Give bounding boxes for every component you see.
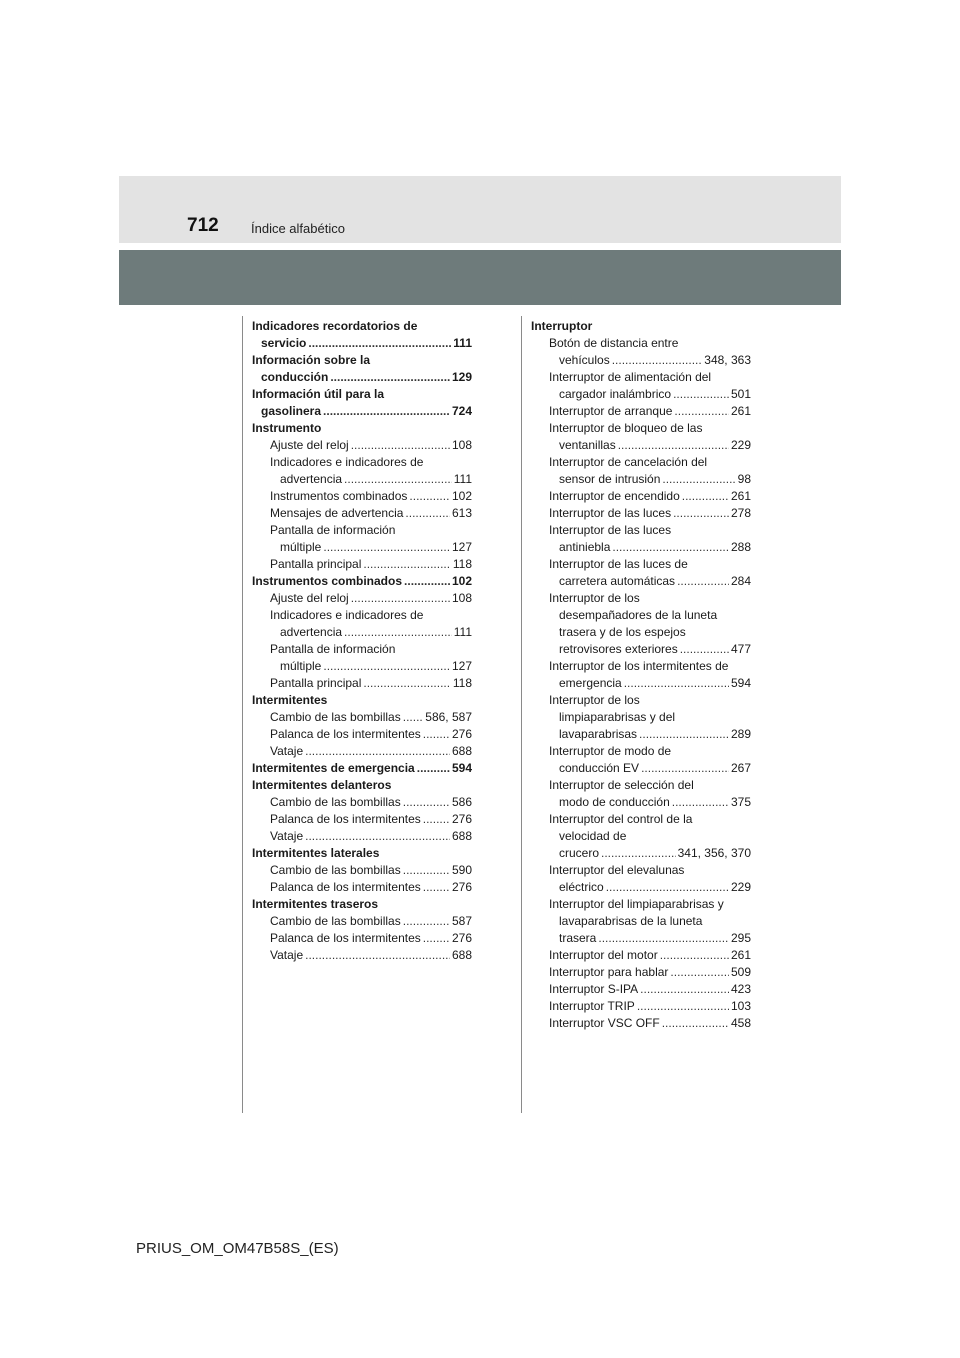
dot-leader [363, 675, 450, 692]
index-entry [252, 471, 472, 488]
dot-leader [323, 658, 450, 675]
index-entry [531, 335, 751, 352]
index-entry-text: eléctrico [559, 880, 604, 894]
dot-leader [673, 386, 729, 403]
index-entry-text: Cambio de las bombillas [270, 710, 401, 724]
index-entry-page: 458 [730, 1016, 751, 1030]
index-entry-page: 229 [730, 880, 751, 894]
index-entry [252, 386, 472, 403]
index-entry-page: 590 [451, 863, 472, 877]
index-entry [531, 352, 751, 369]
dot-leader [672, 794, 729, 811]
index-entry-page: 375 [730, 795, 751, 809]
index-entry-page: 111 [453, 625, 472, 639]
dot-leader [639, 726, 729, 743]
dot-leader [612, 539, 729, 556]
dot-leader [624, 675, 729, 692]
index-entry-text: advertencia [280, 472, 343, 486]
index-entry-text: retrovisores exteriores [559, 642, 678, 656]
dot-leader [598, 930, 729, 947]
dot-leader [305, 828, 450, 845]
index-entry [531, 505, 751, 522]
index-entry-page: 127 [451, 540, 472, 554]
dot-leader [344, 624, 452, 641]
dot-leader [308, 335, 451, 352]
index-entry-text: ventanillas [559, 438, 616, 452]
index-entry-page: 724 [451, 404, 472, 418]
dot-leader [305, 743, 450, 760]
index-entry [531, 896, 751, 913]
index-entry-page: 261 [730, 948, 751, 962]
index-entry-text: crucero [559, 846, 600, 860]
index-entry [252, 794, 472, 811]
index-entry [531, 590, 751, 607]
index-entry [531, 862, 751, 879]
index-entry [252, 862, 472, 879]
index-entry [252, 573, 472, 590]
index-entry [252, 556, 472, 573]
index-entry-text: limpiaparabrisas y del [559, 710, 676, 724]
index-entry-page: 586 [451, 795, 472, 809]
index-entry-text: Interruptor del motor [549, 948, 658, 962]
dot-leader [404, 573, 450, 590]
index-entry-text: trasera y de los espejos [559, 625, 686, 639]
index-entry [531, 624, 751, 641]
index-entry [531, 998, 751, 1015]
dot-leader [677, 573, 729, 590]
dot-leader [606, 879, 729, 896]
index-entry [531, 658, 751, 675]
index-entry [252, 488, 472, 505]
index-entry-text: Pantalla de información [270, 642, 396, 656]
index-entry [531, 913, 751, 930]
index-entry [252, 539, 472, 556]
dot-leader [417, 760, 450, 777]
index-entry-text: lavaparabrisas de la luneta [559, 914, 703, 928]
index-entry [531, 760, 751, 777]
index-entry-page: 477 [730, 642, 751, 656]
index-entry-text: servicio [261, 336, 307, 350]
column-divider-right [521, 316, 522, 1113]
index-entry-page: 284 [730, 574, 751, 588]
document-code: PRIUS_OM_OM47B58S_(ES) [136, 1240, 339, 1257]
index-entry-text: Interruptor de los intermitentes de [549, 659, 729, 673]
index-entry-text: Interruptor VSC OFF [549, 1016, 660, 1030]
index-entry-text: Palanca de los intermitentes [270, 880, 421, 894]
index-entry [531, 845, 751, 862]
index-entry-text: Indicadores e indicadores de [270, 608, 424, 622]
index-entry-text: Palanca de los intermitentes [270, 931, 421, 945]
index-entry-text: Interruptor del limpiaparabrisas y [549, 897, 724, 911]
index-entry [252, 641, 472, 658]
index-entry-text: modo de conducción [559, 795, 670, 809]
index-entry-page: 229 [730, 438, 751, 452]
index-entry [531, 318, 751, 335]
index-entry-text: Vataje [270, 829, 304, 843]
index-entry [531, 471, 751, 488]
page-title: Índice alfabético [251, 221, 345, 236]
index-entry-text: Indicadores recordatorios de [252, 319, 418, 333]
index-entry [531, 539, 751, 556]
index-entry-text: conducción [261, 370, 329, 384]
index-entry [252, 318, 472, 335]
index-entry-text: Interruptor del elevalunas [549, 863, 685, 877]
index-entry-text: Cambio de las bombillas [270, 863, 401, 877]
index-entry-page: 341, 356, 370 [677, 846, 751, 860]
dot-leader [601, 845, 676, 862]
index-entry [531, 488, 751, 505]
index-entry-text: Cambio de las bombillas [270, 795, 401, 809]
dot-leader [344, 471, 452, 488]
index-entry [531, 879, 751, 896]
index-entry [252, 624, 472, 641]
index-entry-text: Intermitentes laterales [252, 846, 380, 860]
dot-leader [405, 505, 450, 522]
index-entry-page: 688 [451, 829, 472, 843]
index-entry-text: Pantalla principal [270, 557, 362, 571]
index-entry-page: 276 [451, 812, 472, 826]
index-entry [252, 760, 472, 777]
index-entry-page: 118 [452, 676, 472, 690]
index-entry-text: Interruptor de bloqueo de las [549, 421, 703, 435]
dot-leader [403, 794, 450, 811]
index-entry [252, 607, 472, 624]
index-entry [252, 828, 472, 845]
index-entry-page: 423 [730, 982, 751, 996]
index-entry [531, 437, 751, 454]
index-entry-text: Interruptor del control de la [549, 812, 693, 826]
dot-leader [670, 964, 729, 981]
index-entry-text: Interruptor de arranque [549, 404, 673, 418]
dot-leader [351, 590, 450, 607]
index-column-left [252, 318, 472, 964]
index-entry [252, 777, 472, 794]
index-entry [531, 403, 751, 420]
index-entry-text: Intermitentes de emergencia [252, 761, 415, 775]
index-entry [531, 641, 751, 658]
index-entry-text: Interruptor de cancelación del [549, 455, 708, 469]
dot-leader [363, 556, 450, 573]
index-entry-text: Interruptor de las luces [549, 523, 672, 537]
index-entry-page: 261 [730, 489, 751, 503]
index-entry [252, 879, 472, 896]
dot-leader [323, 539, 450, 556]
index-entry-page: 509 [730, 965, 751, 979]
index-entry-text: múltiple [280, 540, 322, 554]
dot-leader [403, 913, 450, 930]
index-entry-text: Interruptor de encendido [549, 489, 680, 503]
index-entry [531, 743, 751, 760]
index-entry-page: 289 [730, 727, 751, 741]
header-band [119, 176, 841, 243]
index-entry-page: 688 [451, 948, 472, 962]
index-entry-text: Interruptor de los [549, 693, 640, 707]
dot-leader [403, 709, 424, 726]
dot-leader [612, 352, 703, 369]
index-entry [531, 369, 751, 386]
dot-leader [662, 471, 735, 488]
index-entry-page: 261 [730, 404, 751, 418]
index-entry [252, 522, 472, 539]
index-entry [252, 692, 472, 709]
dot-leader [682, 488, 729, 505]
index-entry-page: 594 [451, 761, 472, 775]
index-entry [252, 913, 472, 930]
column-divider-left [242, 316, 243, 1113]
index-entry [252, 420, 472, 437]
dot-leader [351, 437, 450, 454]
index-entry [252, 709, 472, 726]
index-entry-text: conducción EV [559, 761, 640, 775]
index-entry-text: Interruptor TRIP [549, 999, 635, 1013]
index-entry-text: Interruptor de modo de [549, 744, 672, 758]
index-entry-page: 118 [452, 557, 472, 571]
index-entry-text: velocidad de [559, 829, 627, 843]
index-entry-text: emergencia [559, 676, 622, 690]
index-entry-text: Interruptor S-IPA [549, 982, 639, 996]
dot-leader [423, 811, 450, 828]
index-entry-text: cargador inalámbrico [559, 387, 672, 401]
dot-leader [305, 947, 450, 964]
index-entry-text: Interruptor para hablar [549, 965, 669, 979]
index-entry-text: lavaparabrisas [559, 727, 638, 741]
dot-leader [673, 505, 729, 522]
dot-leader [323, 403, 450, 420]
dot-leader [660, 947, 729, 964]
index-entry [531, 522, 751, 539]
index-entry-page: 111 [453, 472, 472, 486]
index-entry-text: Interruptor [531, 319, 593, 333]
dot-leader [423, 726, 450, 743]
index-entry [252, 811, 472, 828]
index-entry-text: antiniebla [559, 540, 611, 554]
index-entry [252, 930, 472, 947]
index-entry-page: 111 [453, 336, 472, 350]
index-entry-text: desempañadores de la luneta [559, 608, 718, 622]
index-entry [252, 505, 472, 522]
index-entry-text: Vataje [270, 948, 304, 962]
index-entry-text: Mensajes de advertencia [270, 506, 404, 520]
index-entry [252, 845, 472, 862]
index-entry [531, 828, 751, 845]
index-entry-text: sensor de intrusión [559, 472, 661, 486]
index-entry [252, 590, 472, 607]
index-entry [252, 437, 472, 454]
index-entry [252, 352, 472, 369]
index-entry-text: Instrumentos combinados [270, 489, 408, 503]
index-entry-page: 102 [451, 574, 472, 588]
index-entry [252, 658, 472, 675]
index-entry-text: Información útil para la [252, 387, 385, 401]
index-entry-page: 102 [451, 489, 472, 503]
index-entry-page: 295 [730, 931, 751, 945]
index-entry-page: 613 [451, 506, 472, 520]
index-entry-page: 501 [730, 387, 751, 401]
index-entry-text: Pantalla de información [270, 523, 396, 537]
index-entry [531, 709, 751, 726]
index-entry-text: Palanca de los intermitentes [270, 812, 421, 826]
index-column-right [531, 318, 751, 1032]
page-number: 712 [187, 215, 219, 236]
index-entry-page: 108 [451, 438, 472, 452]
index-entry [252, 896, 472, 913]
dot-leader [423, 879, 450, 896]
index-entry [252, 403, 472, 420]
index-entry [252, 726, 472, 743]
index-entry-text: Intermitentes [252, 693, 328, 707]
index-entry [531, 811, 751, 828]
dot-leader [330, 369, 450, 386]
index-entry-text: Instrumentos combinados [252, 574, 403, 588]
index-entry-page: 108 [451, 591, 472, 605]
index-entry-text: Indicadores e indicadores de [270, 455, 424, 469]
index-entry-page: 276 [451, 727, 472, 741]
index-entry-text: Botón de distancia entre [549, 336, 679, 350]
index-entry-text: advertencia [280, 625, 343, 639]
index-entry [252, 675, 472, 692]
index-entry [531, 930, 751, 947]
section-band [119, 250, 841, 305]
index-entry-text: gasolinera [261, 404, 322, 418]
index-entry [531, 981, 751, 998]
dot-leader [618, 437, 729, 454]
index-entry-text: Vataje [270, 744, 304, 758]
index-entry-text: Información sobre la [252, 353, 371, 367]
index-entry-text: Interruptor de las luces [549, 506, 672, 520]
dot-leader [674, 403, 729, 420]
dot-leader [637, 998, 729, 1015]
index-entry-page: 127 [451, 659, 472, 673]
index-entry-text: Ajuste del reloj [270, 591, 349, 605]
index-entry [531, 777, 751, 794]
index-entry-text: Interruptor de las luces de [549, 557, 688, 571]
dot-leader [662, 1015, 729, 1032]
index-entry-page: 348, 363 [704, 353, 751, 367]
index-entry [531, 454, 751, 471]
index-entry-text: Ajuste del reloj [270, 438, 349, 452]
index-entry-text: trasera [559, 931, 597, 945]
index-entry [252, 335, 472, 352]
index-entry-page: 688 [451, 744, 472, 758]
index-entry [252, 369, 472, 386]
index-entry-page: 587 [451, 914, 472, 928]
index-entry-text: vehículos [559, 353, 610, 367]
index-entry [531, 726, 751, 743]
index-entry-page: 267 [730, 761, 751, 775]
index-entry-text: Intermitentes delanteros [252, 778, 392, 792]
index-entry-text: Interruptor de los [549, 591, 640, 605]
index-entry-text: Instrumento [252, 421, 322, 435]
index-entry [252, 947, 472, 964]
dot-leader [640, 981, 729, 998]
index-entry [531, 947, 751, 964]
index-entry-page: 278 [730, 506, 751, 520]
dot-leader [680, 641, 729, 658]
index-entry-page: 276 [451, 880, 472, 894]
index-entry-page: 129 [451, 370, 472, 384]
index-entry-page: 586, 587 [425, 710, 472, 724]
index-entry [531, 607, 751, 624]
index-entry-text: Interruptor de selección del [549, 778, 694, 792]
dot-leader [641, 760, 729, 777]
index-entry [531, 794, 751, 811]
index-entry-text: Palanca de los intermitentes [270, 727, 421, 741]
index-entry-page: 276 [451, 931, 472, 945]
index-entry [531, 1015, 751, 1032]
index-entry [252, 454, 472, 471]
index-entry-text: Pantalla principal [270, 676, 362, 690]
index-entry [531, 573, 751, 590]
index-entry [531, 556, 751, 573]
index-entry-text: múltiple [280, 659, 322, 673]
index-entry-page: 288 [730, 540, 751, 554]
dot-leader [403, 862, 450, 879]
index-entry-text: Interruptor de alimentación del [549, 370, 712, 384]
index-entry-page: 98 [737, 472, 751, 486]
index-entry [531, 964, 751, 981]
index-entry [531, 675, 751, 692]
index-entry [531, 692, 751, 709]
dot-leader [409, 488, 450, 505]
index-entry-page: 594 [730, 676, 751, 690]
index-entry-text: Cambio de las bombillas [270, 914, 401, 928]
index-entry-page: 103 [730, 999, 751, 1013]
index-entry [252, 743, 472, 760]
index-entry [531, 420, 751, 437]
index-entry-text: carretera automáticas [559, 574, 676, 588]
dot-leader [423, 930, 450, 947]
index-entry [531, 386, 751, 403]
index-entry-text: Intermitentes traseros [252, 897, 379, 911]
